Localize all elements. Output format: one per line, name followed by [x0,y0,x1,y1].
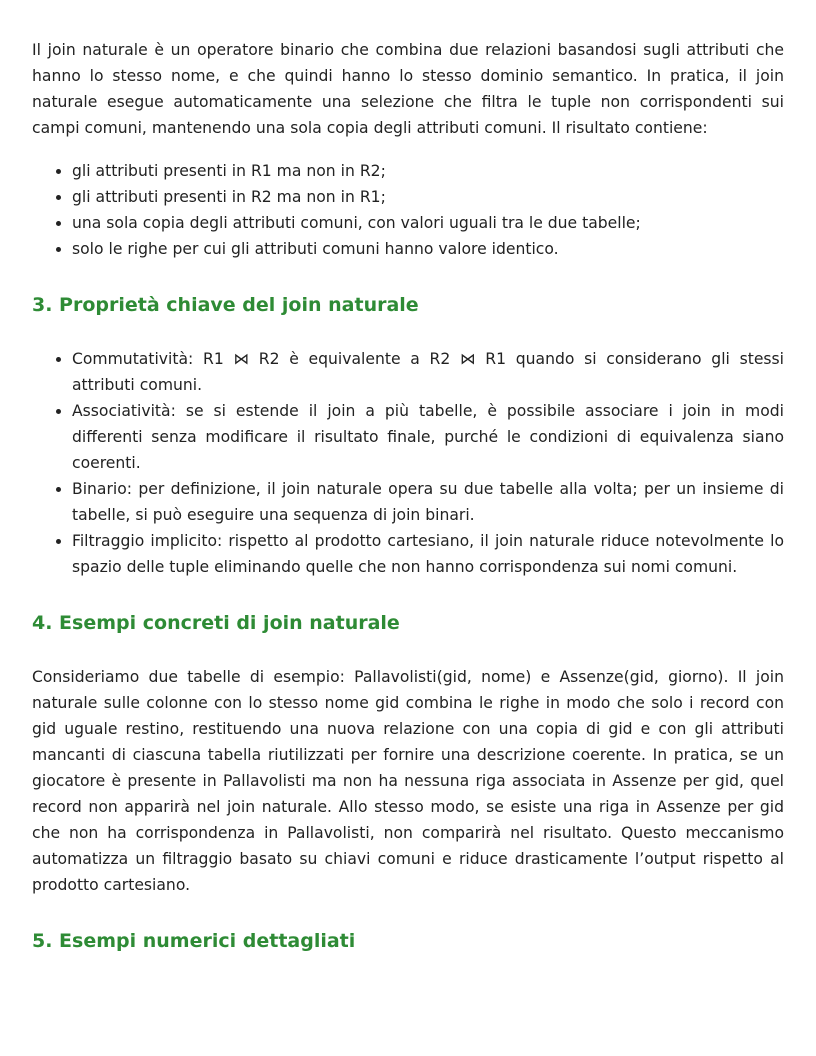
properties-list [32,346,784,580]
list-item: • Binario: per definizione, il join naturale opera su due tabelle alla volta; per un insieme di tabelle, si può eseguire una sequenza di join binari. [72,476,784,528]
result-list [32,158,784,262]
section-heading-4: 4. Esempi concreti di join naturale [32,612,400,634]
list-item: • gli attributi presenti in R1 ma non in R2; [72,158,784,184]
list-item: • una sola copia degli attributi comuni, con valori uguali tra le due tabelle; [72,210,784,236]
list-item: • Associatività: se si estende il join a più tabelle, è possibile associare i join in modi differenti senza modificare il risultato finale, purché le condizioni di equivalenza siano coerenti. [72,398,784,476]
examples-paragraph: Consideriamo due tabelle di esempio: Pallavolisti(gid, nome) e Assenze(gid, giorno). Il join naturale sulle colonne con lo stesso nome gid combina le righe in modo che solo i record con gid uguale restino, restituendo una nuova relazione con una copia di gid e con gli attributi mancanti di ciascuna tabella riutilizzati per fornire una descrizione coerente. In pratica, se un giocatore è presente in Pallavolisti ma non ha nessuna riga associata in Assenze per gid, quel record non apparirà nel join naturale. Allo stesso modo, se esiste una riga in Assenze per gid che non ha corrispondenza in Pallavolisti, non comparirà nel risultato. Questo meccanismo automatizza un filtraggio basato su chiavi comuni e riduce drasticamente l’output rispetto al prodotto cartesiano. [32,668,784,894]
list-item: • Commutatività: R1 ⋈ R2 è equivalente a R2 ⋈ R1 quando si considerano gli stessi attributi comuni. [72,346,784,398]
section-heading-3: 3. Proprietà chiave del join naturale [32,294,419,316]
list-item: • solo le righe per cui gli attributi comuni hanno valore identico. [72,236,784,262]
intro-paragraph: Il join naturale è un operatore binario che combina due relazioni basandosi sugli attributi che hanno lo stesso nome, e che quindi hanno lo stesso dominio semantico. In pratica, il join naturale esegue automaticamente una selezione che filtra le tuple non corrispondenti sui campi comuni, mantenendo una sola copia degli attributi comuni. Il risultato contiene: [32,41,784,137]
list-item: • gli attributi presenti in R2 ma non in R1; [72,184,784,210]
list-item: • Filtraggio implicito: rispetto al prodotto cartesiano, il join naturale riduce notevolmente lo spazio delle tuple eliminando quelle che non hanno corrispondenza sui nomi comuni. [72,528,784,580]
section-heading-5: 5. Esempi numerici dettagliati [32,930,356,952]
